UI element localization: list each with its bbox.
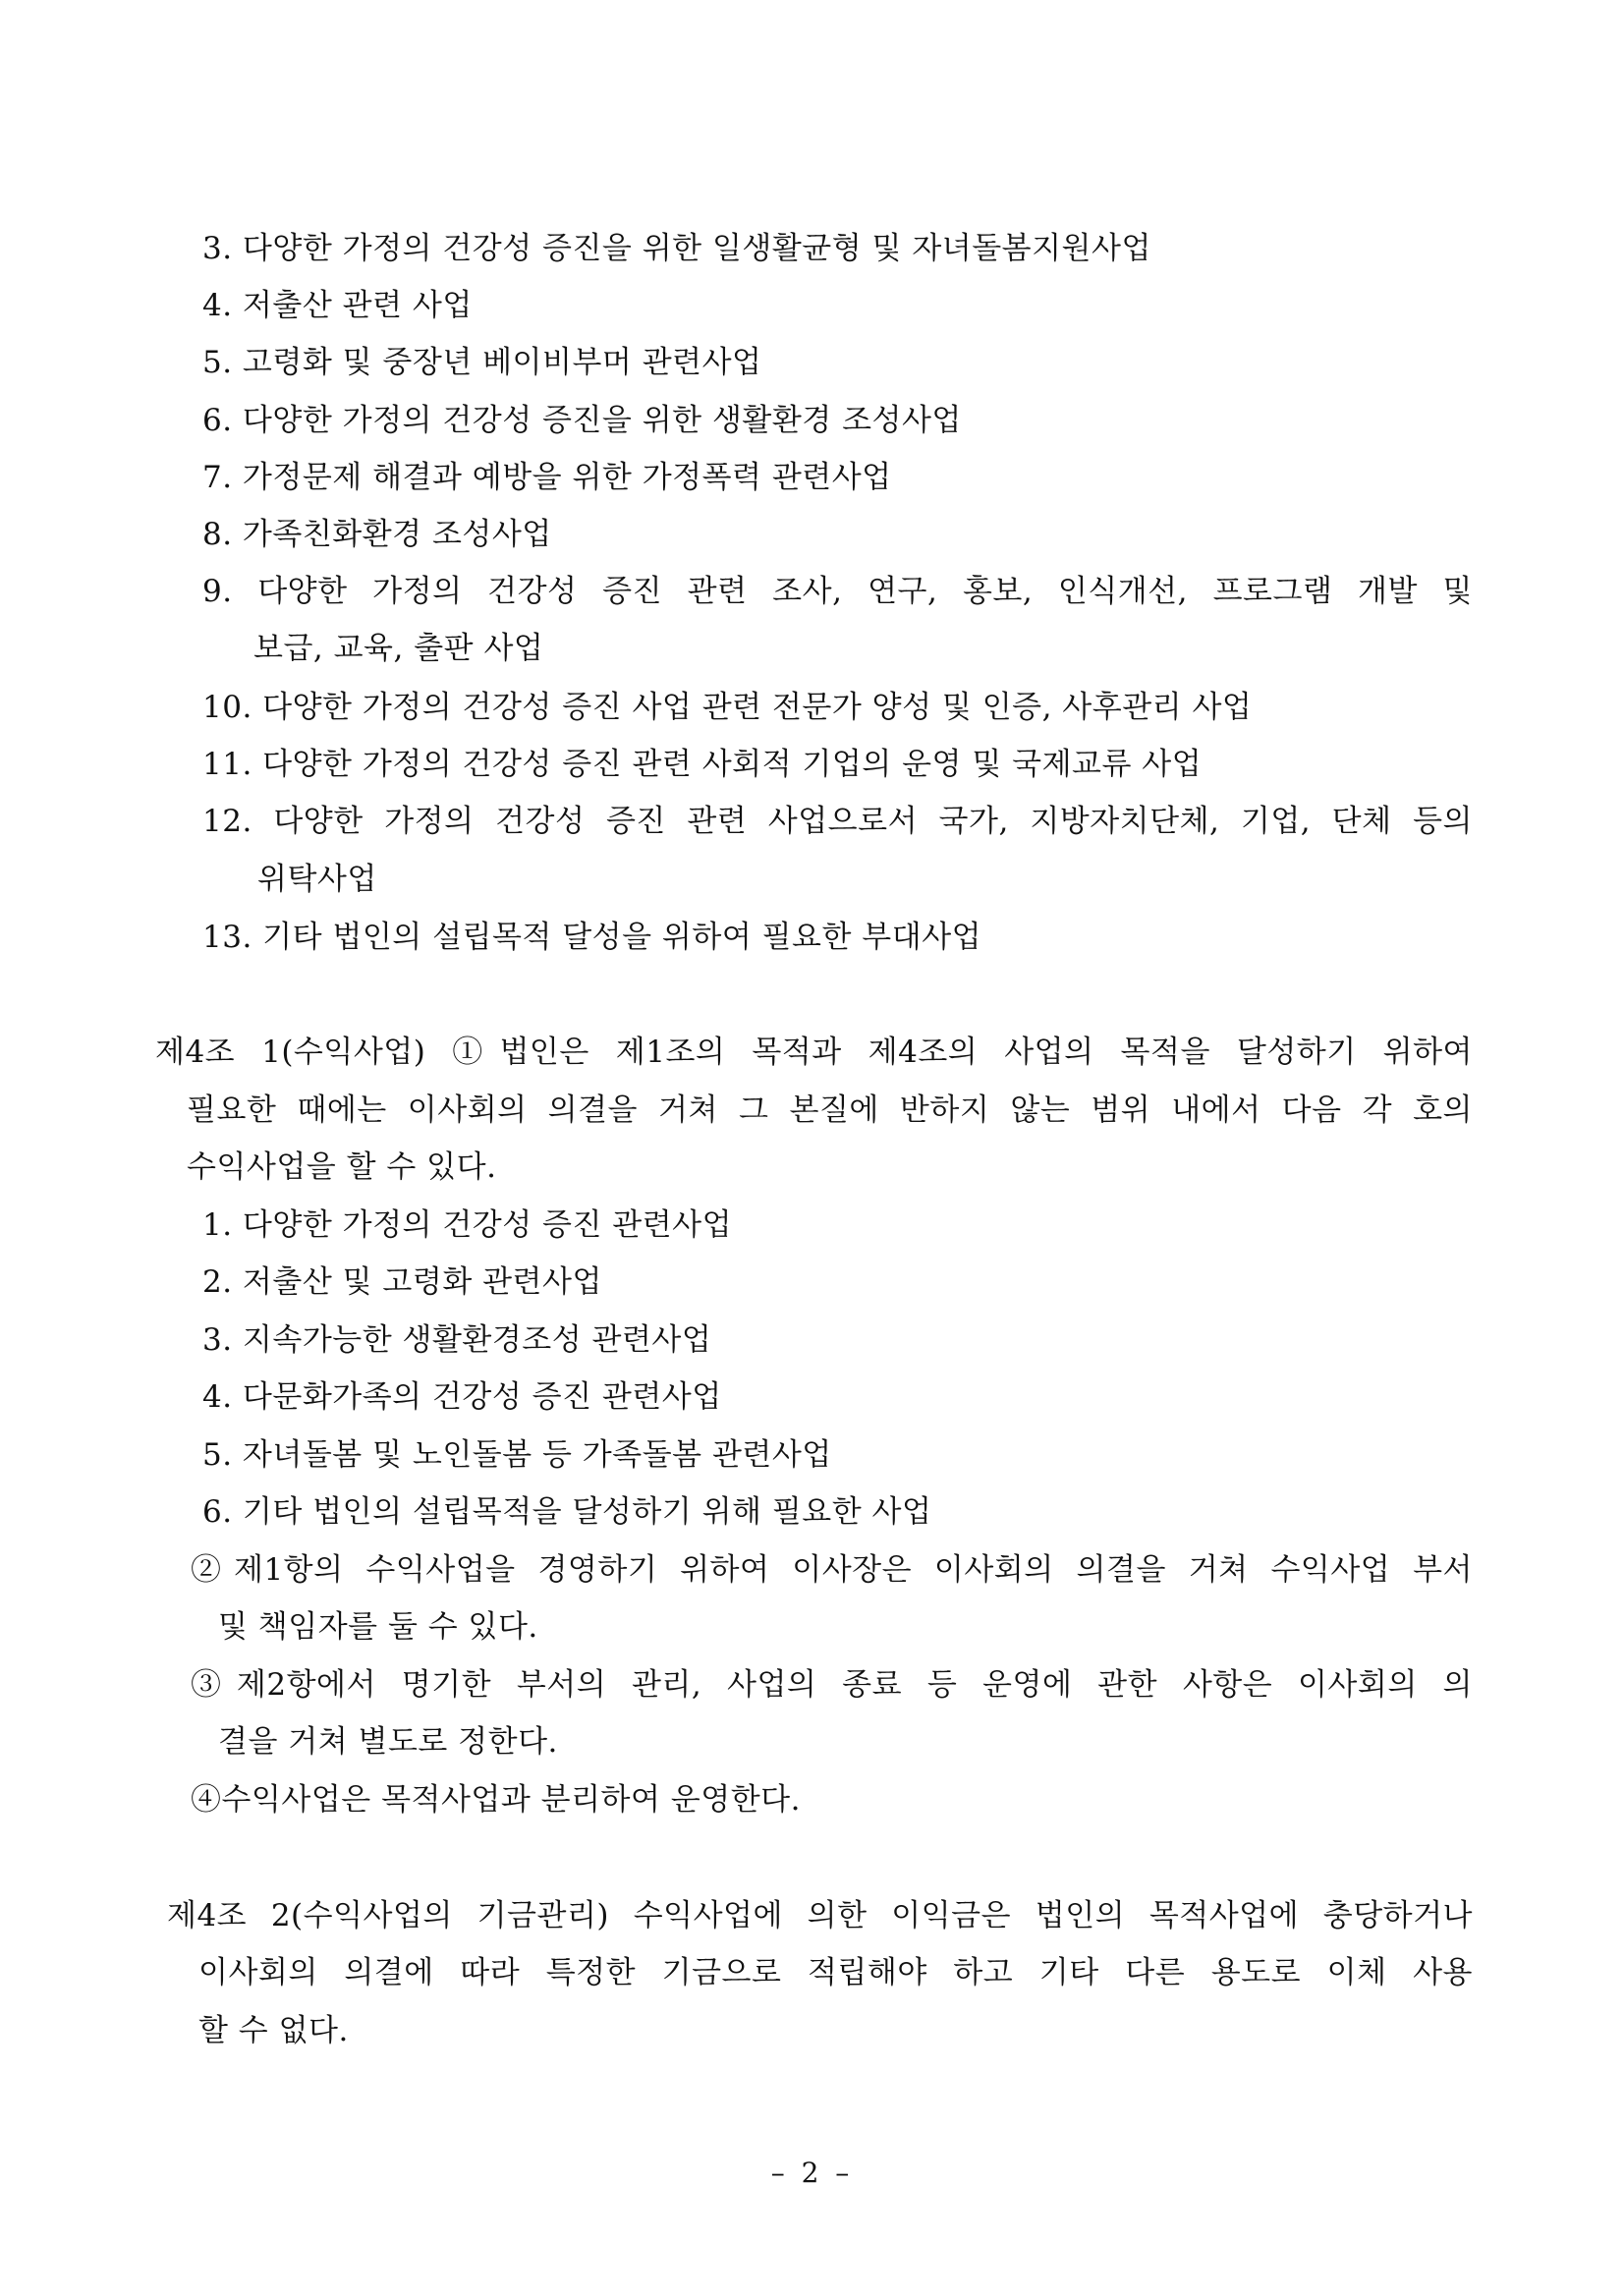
article-text-line: 할 수 없다.	[198, 2013, 349, 2048]
article-item: 4. 다문화가족의 건강성 증진 관련사업	[202, 1379, 722, 1415]
article-item: 2. 저출산 및 고령화 관련사업	[202, 1264, 602, 1300]
list-item: 5. 고령화 및 중장년 베이비부머 관련사업	[202, 345, 762, 380]
list-item-continuation: 보급, 교육, 출판 사업	[253, 631, 544, 666]
list-item: 13. 기타 법인의 설립목적 달성을 위하여 필요한 부대사업	[202, 920, 982, 955]
article-paragraph: ④수익사업은 목적사업과 분리하여 운영한다.	[191, 1782, 801, 1818]
page-number: – 2 –	[770, 2156, 854, 2189]
list-item: 3. 다양한 가정의 건강성 증진을 위한 일생활균형 및 자녀돌봄지원사업	[202, 231, 1151, 266]
article-text-line: 이사회의 의결에 따라 특정한 기금으로 적립해야 하고 기타 다른 용도로 이체 사용	[198, 1955, 1473, 1990]
article-paragraph: ②제1항의 수익사업을 경영하기 위하여 이사장은 이사회의 의결을 거쳐 수익사업 부서	[191, 1552, 1473, 1588]
article-item: 6. 기타 법인의 설립목적을 달성하기 위해 필요한 사업	[202, 1494, 932, 1530]
article-paragraph-continuation: 및 책임자를 둘 수 있다.	[218, 1609, 538, 1645]
article-heading-line: 제4조 1(수익사업) ①법인은 제1조의 목적과 제4조의 사업의 목적을 달성하기 위하여	[155, 1035, 1473, 1070]
list-item: 6. 다양한 가정의 건강성 증진을 위한 생활환경 조성사업	[202, 403, 962, 438]
list-item: 10. 다양한 가정의 건강성 증진 사업 관련 전문가 양성 및 인증, 사후관리 사업	[202, 690, 1253, 725]
article-paragraph: ③제2항에서 명기한 부서의 관리, 사업의 종료 등 운영에 관한 사항은 이사회의 의	[191, 1667, 1473, 1703]
list-item: 12. 다양한 가정의 건강성 증진 관련 사업으로서 국가, 지방자치단체, 기업, 단체 등의	[202, 804, 1473, 839]
article-item: 3. 지속가능한 생활환경조성 관련사업	[202, 1322, 712, 1358]
list-item: 7. 가정문제 해결과 예방을 위한 가정폭력 관련사업	[202, 460, 892, 495]
list-item-continuation: 위탁사업	[257, 862, 377, 897]
article-item: 5. 자녀돌봄 및 노인돌봄 등 가족돌봄 관련사업	[202, 1437, 832, 1473]
list-item: 4. 저출산 관련 사업	[202, 288, 473, 323]
list-item: 9. 다양한 가정의 건강성 증진 관련 조사, 연구, 홍보, 인식개선, 프로그램 개발 및	[202, 574, 1473, 609]
list-item: 8. 가족친화환경 조성사업	[202, 517, 552, 552]
article-text-line: 필요한 때에는 이사회의 의결을 거쳐 그 본질에 반하지 않는 범위 내에서 다음 각 호의	[187, 1092, 1473, 1128]
article-heading-line: 제4조 2(수익사업의 기금관리) 수익사업에 의한 이익금은 법인의 목적사업에 충당하거나	[167, 1898, 1473, 1933]
list-item: 11. 다양한 가정의 건강성 증진 관련 사회적 기업의 운영 및 국제교류 사업	[202, 747, 1203, 782]
article-item: 1. 다양한 가정의 건강성 증진 관련사업	[202, 1207, 733, 1243]
article-text-line: 수익사업을 할 수 있다.	[187, 1149, 497, 1185]
article-paragraph-continuation: 결을 거쳐 별도로 정한다.	[218, 1724, 558, 1760]
